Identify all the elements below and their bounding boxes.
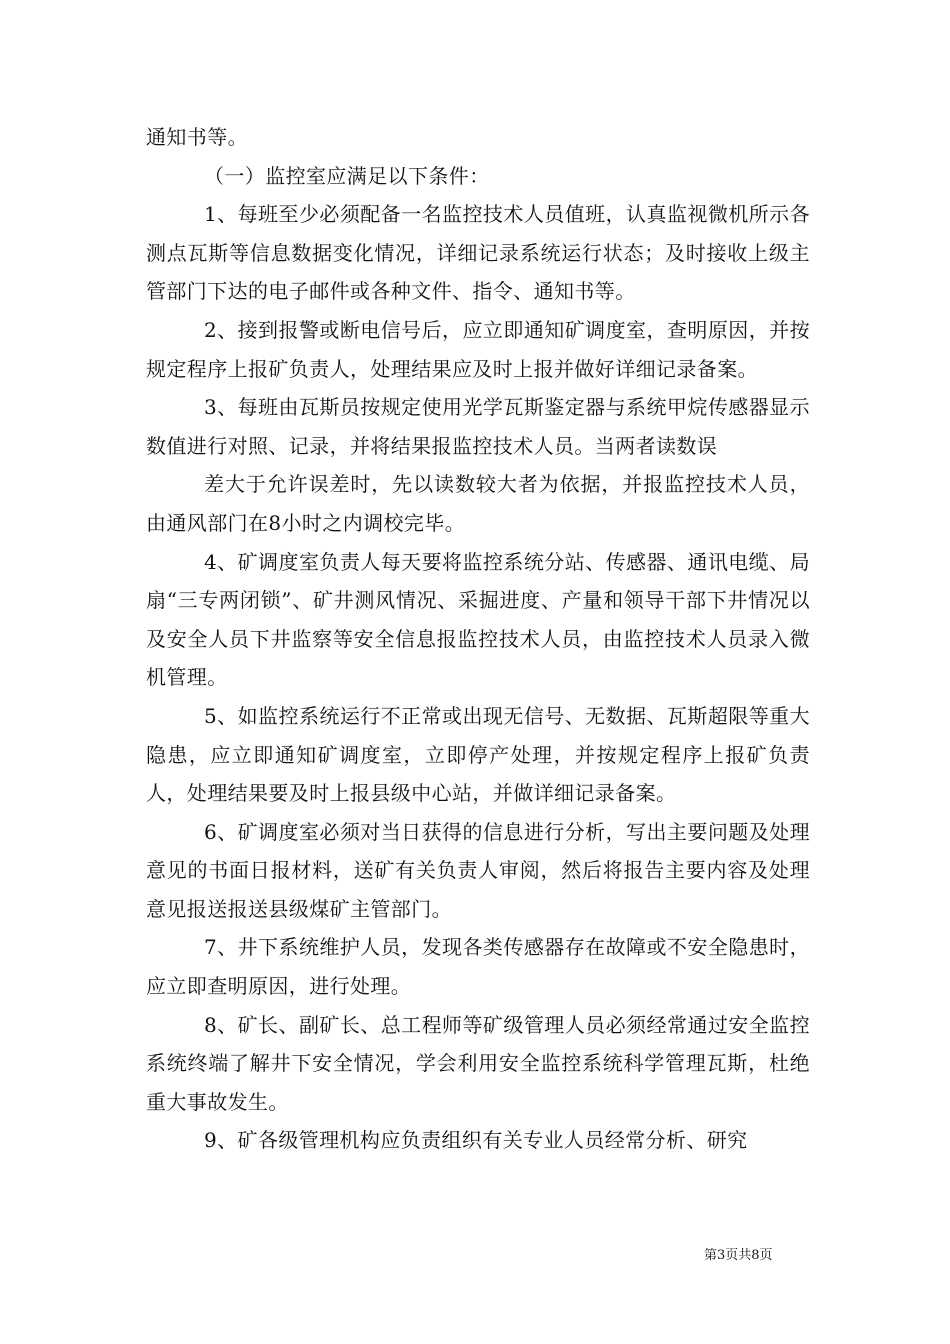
page-number-footer — [704, 1248, 773, 1264]
paragraph-item-1: 1、每班至少必须配备一名监控技术人员值班，认真监视微机所示各测点瓦斯等信息数据变化情况，详细记录系统运行状态；及时接收上级主管部门下达的电子邮件或各种文件、指令、通知书等。 — [146, 202, 810, 304]
paragraph-item-8: 8、矿长、副矿长、总工程师等矿级管理人员必须经常通过安全监控系统终端了解井下安全情况，学会利用安全监控系统科学管理瓦斯，杜绝重大事故发生。 — [146, 1012, 810, 1114]
paragraph-item-9: 9、矿各级管理机构应负责组织有关专业人员经常分析、研究 — [204, 1128, 748, 1153]
paragraph-item-2: 2、接到报警或断电信号后，应立即通知矿调度室，查明原因，并按规定程序上报矿负责人，处理结果应及时上报并做好详细记录备案。 — [146, 317, 810, 381]
paragraph-item-5: 5、如监控系统运行不正常或出现无信号、无数据、瓦斯超限等重大隐患，应立即通知矿调度室，立即停产处理，并按规定程序上报矿负责人，处理结果要及时上报县级中心站，并做详细记录备案。 — [146, 703, 810, 806]
paragraph-item-3: 3、每班由瓦斯员按规定使用光学瓦斯鉴定器与系统甲烷传感器显示数值进行对照、记录，并将结果报监控技术人员。当两者读数误 — [146, 395, 810, 458]
paragraph-item-4: 4、矿调度室负责人每天要将监控系统分站、传感器、通讯电缆、局扇“三专两闭锁”、矿井测风情况、采掘进度、产量和领导干部下井情况以及安全人员下井监察等安全信息报监控技术人员，由监控技术人员录入微机管理。 — [146, 549, 810, 690]
paragraph-item-7: 7、井下系统维护人员，发现各类传感器存在故障或不安全隐患时，应立即查明原因，进行处理。 — [146, 935, 810, 999]
paragraph-item-3-continued: 差大于允许误差时，先以读数较大者为依据，并报监控技术人员，由通风部门在8小时之内调校完毕。 — [146, 472, 810, 535]
document-body — [146, 118, 810, 1160]
section-heading: （一）监控室应满足以下条件： — [204, 163, 490, 188]
paragraph-item-6: 6、矿调度室必须对当日获得的信息进行分析，写出主要问题及处理意见的书面日报材料，送矿有关负责人审阅，然后将报告主要内容及处理意见报送报送县级煤矿主管部门。 — [146, 819, 810, 921]
page-number-label: 第3页共8页 — [704, 1248, 773, 1263]
paragraph-continuation: 通知书等。 — [146, 125, 248, 149]
